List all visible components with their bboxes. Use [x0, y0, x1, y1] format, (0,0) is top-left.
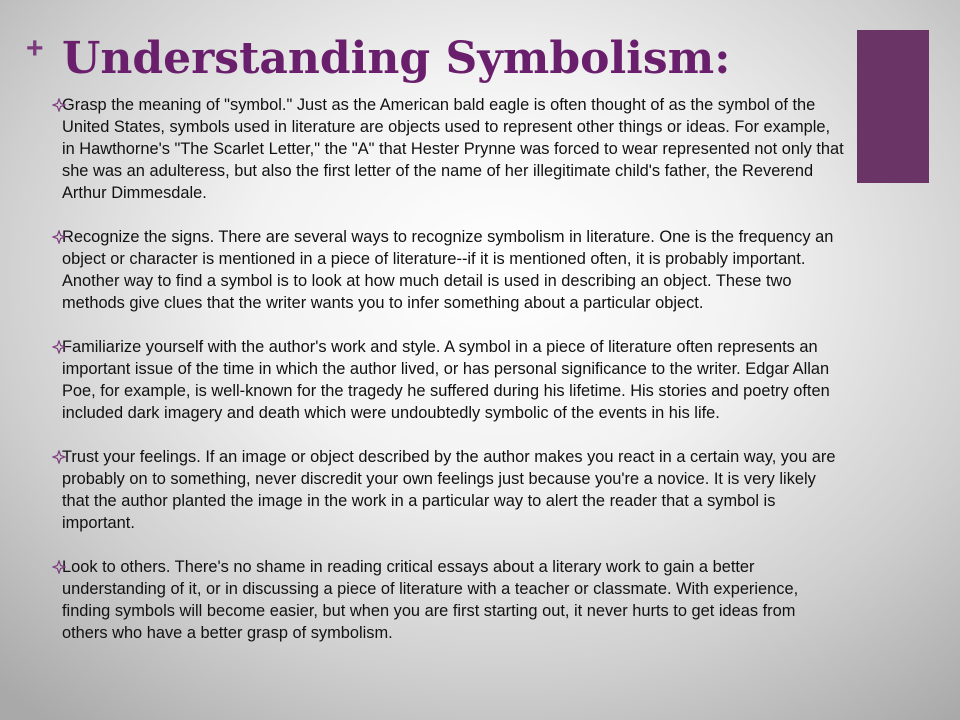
hollow-star-icon: [52, 98, 66, 112]
paragraph-text: Look to others. There's no shame in reading critical essays about a literary work to gain a better understanding of it, or in discussing a piece of literature with a teacher or classmate. With experience, finding symbols will become easier, but when you are first starting out, it never hurts to get ideas from others who have a better grasp of symbolism.: [62, 558, 799, 642]
hollow-star-icon: [52, 450, 66, 464]
slide-title: Understanding Symbolism:: [62, 33, 731, 84]
paragraph-symbol-meaning: [52, 94, 844, 204]
paragraph-author-style: [52, 336, 844, 424]
paragraph-recognize-signs: [52, 226, 844, 314]
paragraph-trust-feelings: [52, 446, 844, 534]
plus-icon: +: [26, 32, 44, 65]
slide-body: [52, 94, 844, 666]
paragraph-text: Recognize the signs. There are several ways to recognize symbolism in literature. One is the frequency an object or character is mentioned in a piece of literature--if it is mentioned often, it is probably important. Another way to find a symbol is to look at how much detail is used in describing an object. These two methods give clues that the writer wants you to infer something about a particular object.: [62, 228, 834, 312]
paragraph-text: Familiarize yourself with the author's work and style. A symbol in a piece of literature often represents an important issue of the time in which the author lived, or has personal significance to the writer. Edgar Allan Poe, for example, is well-known for the tragedy he suffered during his lifetime. His stories and poetry often included dark imagery and death which were undoubtedly symbolic of the events in his life.: [62, 338, 830, 422]
paragraph-text: Trust your feelings. If an image or object described by the author makes you react in a certain way, you are probably on to something, never discredit your own feelings just because you're a novice. It is very likely that the author planted the image in the work in a particular way to alert the reader that a symbol is important.: [62, 448, 836, 532]
paragraph-text: Grasp the meaning of "symbol." Just as the American bald eagle is often thought of as the symbol of the United States, symbols used in literature are objects used to represent other things or ideas. For example, in Hawthorne's "The Scarlet Letter," the "A" that Hester Prynne was forced to wear represented not only that she was an adulteress, but also the first letter of the name of her illegitimate child's father, the Reverend Arthur Dimmesdale.: [62, 96, 844, 202]
accent-bar: [857, 30, 929, 183]
hollow-star-icon: [52, 230, 66, 244]
paragraph-look-to-others: [52, 556, 844, 644]
hollow-star-icon: [52, 560, 66, 574]
hollow-star-icon: [52, 340, 66, 354]
